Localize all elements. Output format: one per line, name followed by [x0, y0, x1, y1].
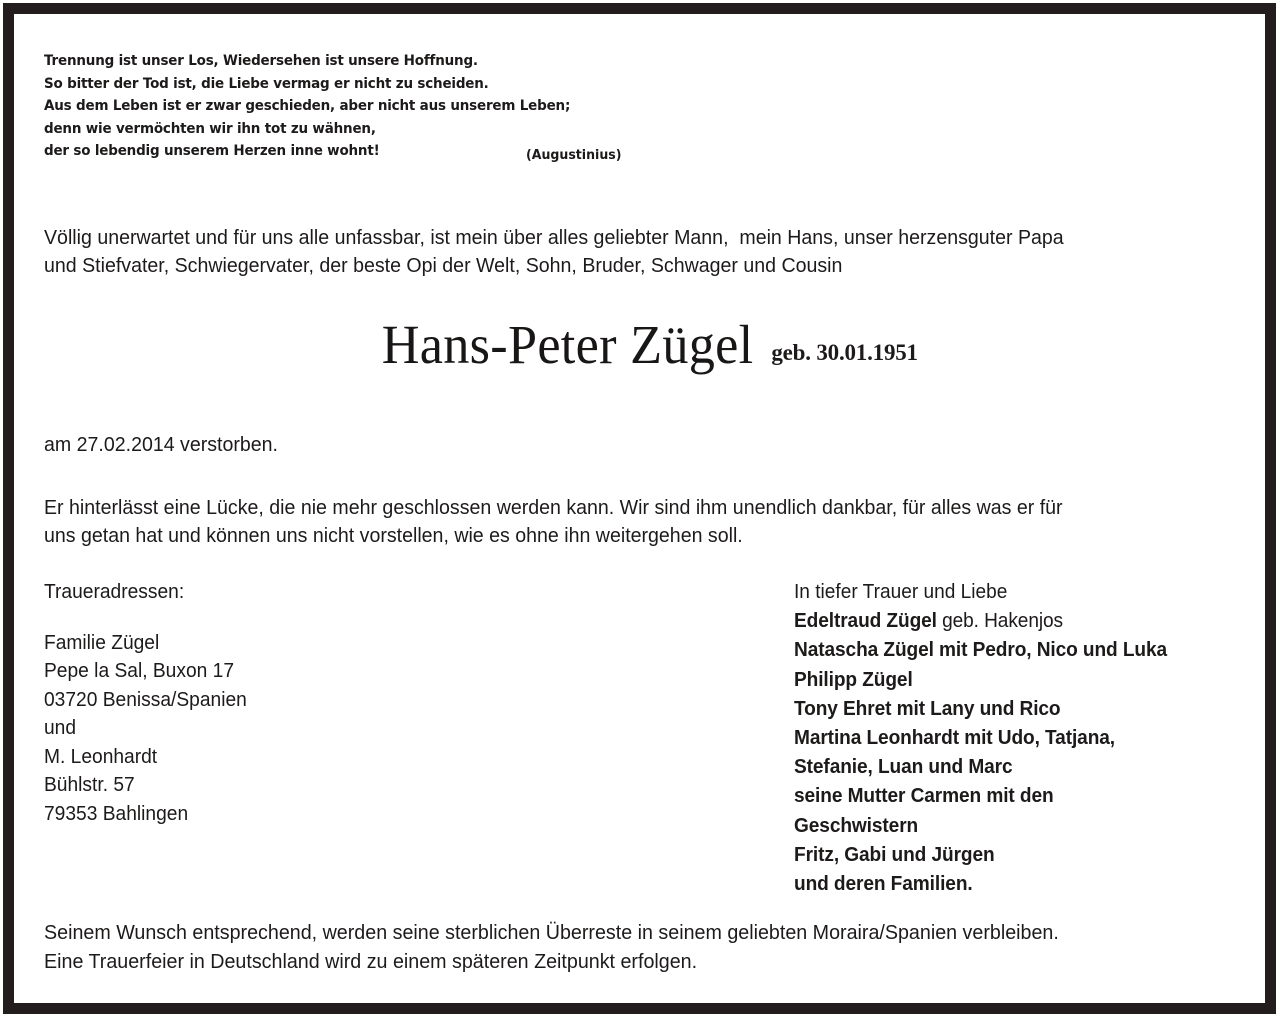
tribute-line: uns getan hat und können uns nicht vorstellen, wie es ohne ihn weitergehen soll.	[44, 524, 743, 547]
mourner-line	[794, 841, 1229, 870]
closing-line: Seinem Wunsch entsprechend, werden seine sterblichen Überreste in seinem geliebten Moraira/Spanien verbleiben.	[44, 921, 1059, 944]
mourner-name: Natascha Zügel mit Pedro, Nico und Luka	[794, 639, 1168, 662]
mourner-name: seine Mutter Carmen mit den	[794, 785, 1054, 808]
poem-line: Trennung ist unser Los, Wiedersehen ist unsere Hoffnung.	[44, 53, 478, 69]
poem-attribution: (Augustinius)	[526, 147, 622, 163]
mourners-heading: In tiefer Trauer und Liebe	[794, 581, 1008, 603]
mourner-line	[794, 666, 1229, 695]
address-line: und	[44, 717, 77, 739]
poem-line: denn wie vermöchten wir ihn tot zu wähnen,	[44, 120, 376, 137]
mourners-column	[794, 578, 1229, 899]
mourner-name: Edeltraud Zügel	[794, 610, 937, 633]
tribute-paragraph	[44, 494, 1196, 550]
columns-section	[44, 578, 1250, 908]
mourner-line	[794, 636, 1229, 665]
address-line: M. Leonhardt	[44, 745, 158, 768]
mourner-line	[794, 870, 1229, 899]
notice-inner-page	[14, 14, 1265, 1003]
mourner-name: Geschwistern	[794, 814, 919, 837]
poem-line: So bitter der Tod ist, die Liebe vermag er nicht zu scheiden.	[44, 75, 489, 92]
addresses-column	[44, 578, 543, 828]
mourner-line	[794, 812, 1229, 841]
poem-line: der so lebendig unserem Herzen inne wohnt!	[44, 143, 380, 159]
mourner-line	[794, 607, 1229, 636]
tribute-line: Er hinterlässt eine Lücke, die nie mehr geschlossen werden kann. Wir sind ihm unendlich dankbar, für alles was er für	[44, 496, 1063, 519]
address-line: 03720 Benissa/Spanien	[44, 688, 247, 711]
intro-line: und Stiefvater, Schwiegervater, der beste Opi der Welt, Sohn, Bruder, Schwager und Cousin	[44, 254, 843, 277]
addresses-label: Traueradressen:	[44, 581, 185, 603]
mourner-name: Martina Leonhardt mit Udo, Tatjana,	[794, 727, 1116, 750]
notice-black-frame	[3, 3, 1276, 1014]
intro-line: Völlig unerwartet und für uns alle unfassbar, ist mein über alles geliebter Mann, mein Hans, unser herzensguter Papa	[44, 226, 1064, 249]
closing-paragraph	[44, 918, 1202, 976]
birth-date: geb. 30.01.1951	[771, 340, 918, 365]
intro-paragraph	[44, 224, 1192, 280]
mourner-line	[794, 782, 1229, 811]
address-line: Familie Zügel	[44, 631, 160, 654]
mourner-name: Philipp Zügel	[794, 668, 913, 691]
mourner-name: Stefanie, Luan und Marc	[794, 756, 1013, 779]
poem-line: Aus dem Leben ist er zwar geschieden, aber nicht aus unserem Leben;	[44, 98, 571, 114]
mourner-line	[794, 724, 1229, 753]
address-line: Pepe la Sal, Buxon 17	[44, 660, 235, 682]
mourner-name: und deren Familien.	[794, 873, 973, 896]
mourner-suffix: geb. Hakenjos	[936, 610, 1063, 633]
mourner-name: Tony Ehret mit Lany und Rico	[794, 697, 1061, 720]
death-date-line: am 27.02.2014 verstorben.	[44, 433, 279, 456]
deceased-name-block	[44, 312, 1246, 378]
poem-block	[44, 50, 974, 163]
address-line: Bühlstr. 57	[44, 774, 135, 796]
notice-content	[44, 16, 1250, 1001]
mourner-line	[794, 695, 1229, 724]
deceased-name: Hans-Peter Zügel	[381, 314, 754, 375]
address-line: 79353 Bahlingen	[44, 802, 189, 825]
mourner-name: Fritz, Gabi und Jürgen	[794, 843, 995, 866]
closing-line: Eine Trauerfeier in Deutschland wird zu einem späteren Zeitpunkt erfolgen.	[44, 950, 698, 973]
mourner-line	[794, 753, 1229, 782]
